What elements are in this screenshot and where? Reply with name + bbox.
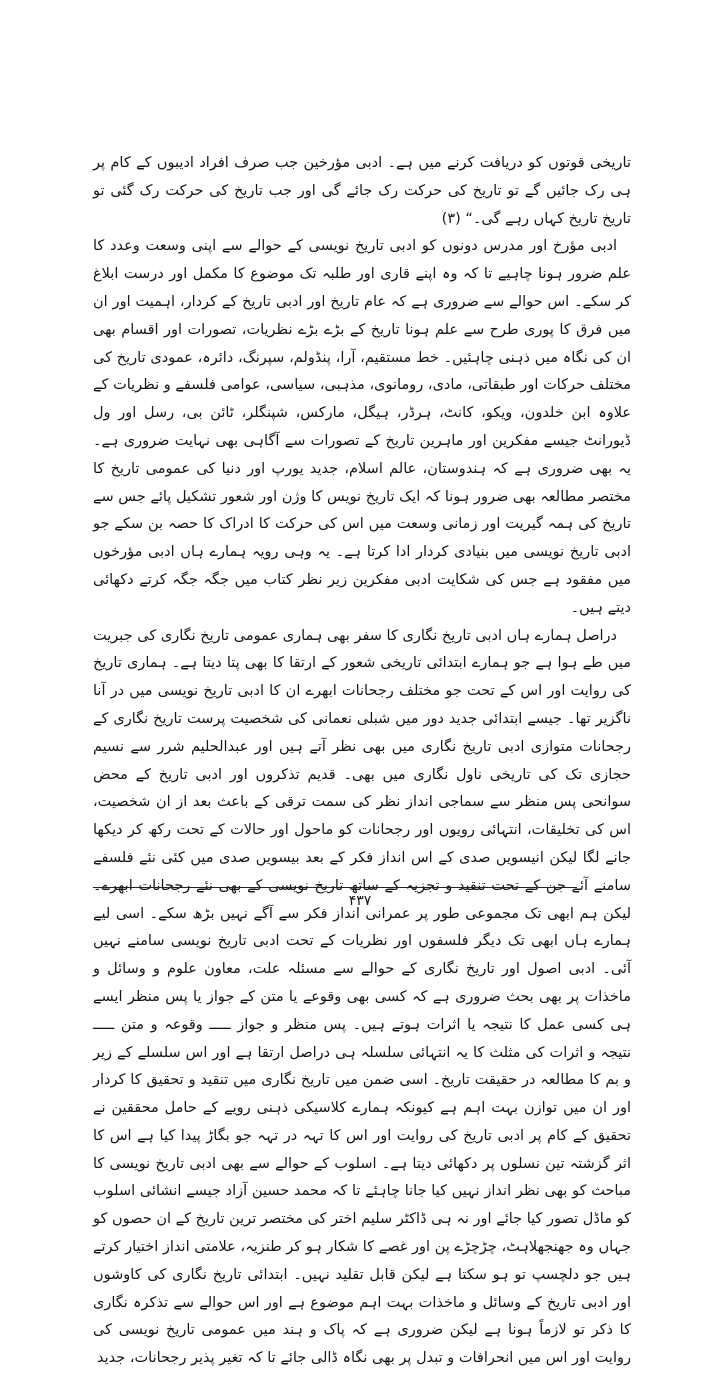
body-text	[93, 150, 631, 1373]
paragraph: ادبی مؤرخ اور مدرس دونوں کو ادبی تاریخ نویسی کے حوالے سے اپنی وسعت وعدد کا علم ضرور ہونا چاہیے تا کہ وہ اپنے قاری اور طلبہ تک موضوع کا مکمل اور درست ابلاغ کر سکے۔ اس حوالے سے ضروری ہے کہ عام تاریخ اور ادبی تاریخ کے کردار، اہمیت اور ان میں فرق کا پوری طرح سے علم ہونا تاریخ کے بڑے بڑے نظریات، تصورات اور اقسام بھی ان کی نگاہ میں ذہنی چاہئیں۔ خط مستقیم، آرا، پنڈولم، سپرنگ، دائرہ، عمودی تاریخ کی مختلف حرکات اور طبقاتی، مادی، رومانوی، مذہبی، سیاسی، عوامی فلسفے و نظریات کے علاوہ ابن خلدون، ویکو، کانٹ، ہرڈر، ہیگل، مارکس، شپنگلر، ٹائن بی، رسل اور ول ڈیورانٹ جیسے مفکرین اور ماہرین تاریخ کے تصورات سے آگاہی بھی نہایت ضروری ہے۔ یہ بھی ضروری ہے کہ ہندوستان، عالم اسلام، جدید یورپ اور دنیا کی عمومی تاریخ کا مختصر مطالعہ بھی ضرور ہونا کہ ایک تاریخ نویس کا وژن اور شعور تشکیل پائے جس سے تاریخ کی ہمہ گیریت اور زمانی وسعت میں اس کی حرکت کا ادراک کا حصہ بن سکے جو ادبی تاریخ نویسی میں بنیادی کردار ادا کرتا ہے۔ یہ وہی رویہ ہمارے ہاں ادبی مؤرخوں میں مفقود ہے جس کی شکایت ادبی مفکرین زیر نظر کتاب میں جگہ جگہ کرتے دکھائی دیتے ہیں۔	[93, 238, 631, 616]
footer-divider	[93, 887, 577, 888]
page-number: ۴۳۷	[348, 893, 372, 909]
paragraph: دراصل ہمارے ہاں ادبی تاریخ نگاری کا سفر بھی ہماری عمومی تاریخ نگاری کی جبریت میں طے ہوا ہے جو ہمارے ابتدائی تاریخی شعور کے ارتقا کا بھی پتا دیتا ہے۔ ہماری تاریخ کی روایت اور اس کے تحت جو مختلف رجحانات ابھرے ان کا ادبی تاریخ نویسی میں در آنا ناگزیر تھا۔ جیسے ابتدائی جدید دور میں شبلی نعمانی کی شخصیت پرست تاریخ نگاری کے رجحانات متوازی ادبی تاریخ نگاری میں بھی نظر آتے ہیں اور عبدالحلیم شرر سے نسیم حجازی تک کی تاریخی ناول نگاری میں بھی۔ قدیم تذکروں اور ادبی تاریخ کے محض سوانحی پس منظر سے سماجی انداز نظر کی سمت ترقی کے باعث بعد از ان شخصیت، اس کی تخلیقات، انتہائی رویوں اور رجحانات کو ماحول اور حالات کے تحت رکھ کر دیکھا جانے لگا لیکن انیسویں صدی کے اس انداز فکر کے بعد بیسویں صدی میں کئی نئے فلسفے سامنے آئے جن کے تحت تنقید و تجزیہ کے ساتھ تاریخ نویسی کے بھی نئے رجحانات ابھرے۔ لیکن ہم ابھی تک مجموعی طور پر عمرانی انداز فکر سے آگے نہیں بڑھ سکے۔ اسی لیے ہمارے ہاں ابھی تک دیگر فلسفوں اور نظریات کے تحت ادبی تاریخ نویسی سامنے نہیں آئی۔ ادبی اصول اور تاریخ نگاری کے حوالے سے مسئلہ علت، معاون علوم و وسائل و ماخذات پر بھی بحث ضروری ہے کہ کسی بھی وقوعے یا متن کے جواز یا پس منظر ایسے ہی کسی عمل کا نتیجہ یا اثرات ہوتے ہیں۔ پس منظر و جواز ـــــ وقوعہ و متن ـــــ نتیجہ و اثرات کی مثلث کا یہ انتہائی سلسلہ ہی دراصل ارتقا ہے اور اس سلسلے کے زیر و بم کا مطالعہ در حقیقت تاریخ۔ اسی ضمن میں تاریخ نگاری میں تنقید و تحقیق کا کردار اور ان میں توازن بہت اہم ہے کیونکہ ہمارے کلاسیکی ذہنی رویے کے حامل محققین نے تحقیق کے کام پر ادبی تاریخ کی روایت اور اس کا تہہ در تہہ جو بگاڑ پیدا کیا ہے اس کا اثر گزشتہ تین نسلوں پر دکھائی دیتا ہے۔ اسلوب کے حوالے سے بھی ادبی تاریخ نویسی کا مباحث کو بھی نظر انداز نہیں کیا جانا چاہئے تا کہ محمد حسین آزاد جیسے انشائی اسلوب کو ماڈل تصور کیا جائے اور نہ ہی ڈاکٹر سلیم اختر کی مختصر ترین تاریخ کے ان حصوں کو جہاں وہ جھنجھلاہٹ، چڑچڑے پن اور غصے کا شکار ہو کر طنزیہ، علامتی انداز اختیار کرتے ہیں جو دلچسپ تو ہو سکتا ہے لیکن قابل تقلید نہیں۔ ابتدائی تاریخ نگاری کی کاوشوں اور ادبی تاریخ کے وسائل و ماخذات بہت اہم موضوع ہے اور اس حوالے سے تذکرہ نگاری کا ذکر تو لازماً ہونا ہے لیکن ضروری ہے کہ پاک و ہند میں عمومی تاریخ نویسی کی روایت اور اس میں انحرافات و تبدل پر بھی نگاہ ڈالی جائے تا کہ تغیر پذیر رجحانات، جدید	[93, 627, 631, 1367]
paragraph: تاریخی قوتوں کو دریافت کرنے میں ہے۔ ادبی مؤرخین جب صرف افراد ادیبوں کے کام پر ہی رک جائیں گے تو تاریخ کی حرکت رک جائے گی اور جب تاریخ کی حرکت رک گئی تو تاریخ تاریخ کہاں رہے گی۔“ (۳)	[93, 155, 631, 227]
